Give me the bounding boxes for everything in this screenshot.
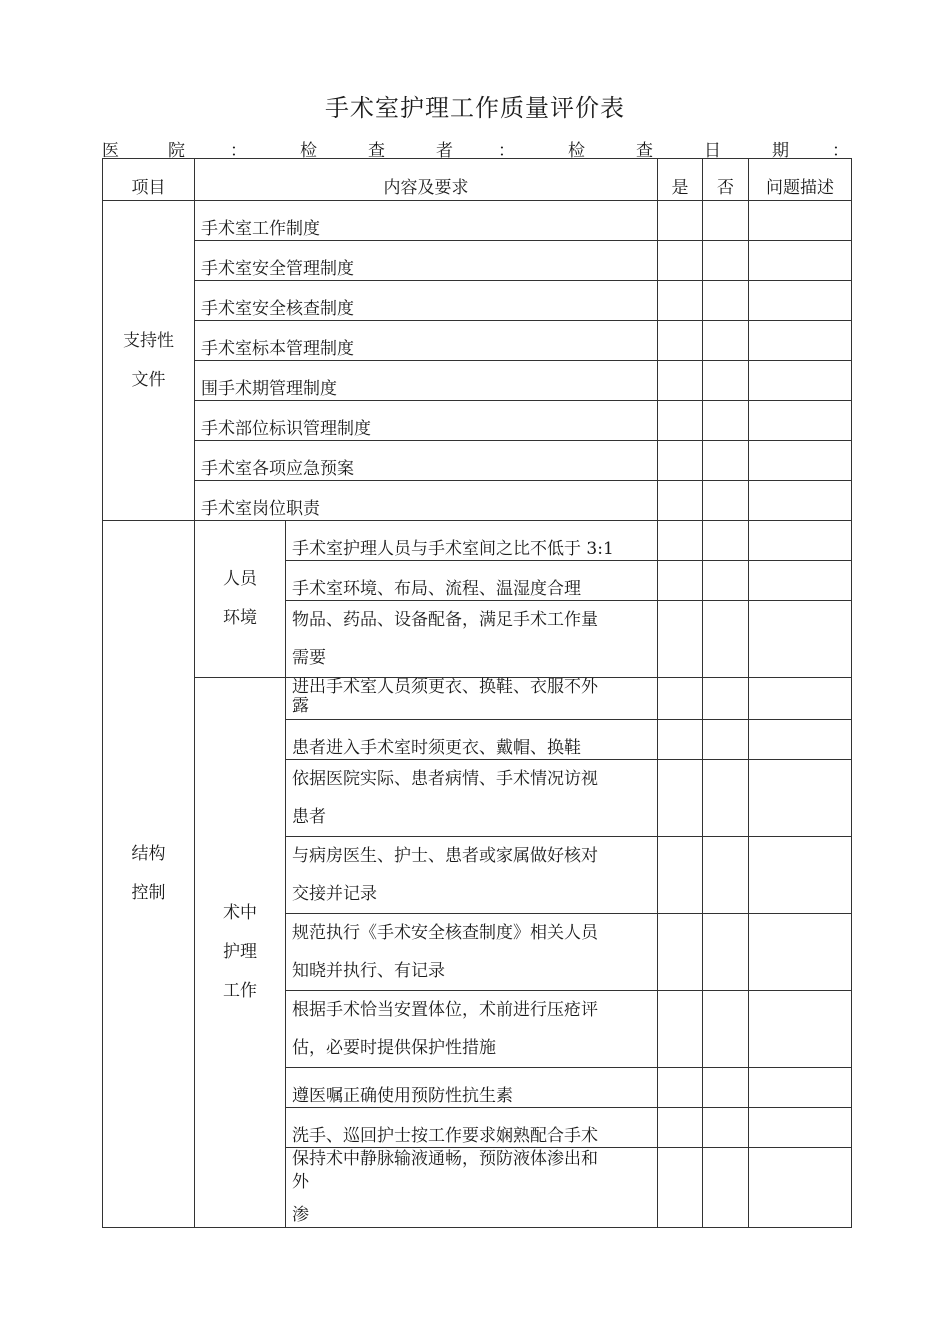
issue-cell[interactable] [749,401,852,441]
requirement-text: 手术室工作制度 [195,201,658,241]
yes-cell[interactable] [658,914,703,991]
requirement-text: 遵医嘱正确使用预防性抗生素 [286,1068,658,1108]
no-cell[interactable] [703,760,749,837]
yes-cell[interactable] [658,601,703,678]
section-label-structure-control: 结构 控制 [103,521,195,1228]
issue-cell[interactable] [749,991,852,1068]
yes-cell[interactable] [658,321,703,361]
requirement-text: 手术室标本管理制度 [195,321,658,361]
requirement-text: 进出手术室人员须更衣、换鞋、衣服不外 露 [286,678,658,720]
requirement-text: 手术部位标识管理制度 [195,401,658,441]
requirement-text: 与病房医生、护士、患者或家属做好核对 交接并记录 [286,837,658,914]
colon: ： [498,141,515,161]
issue-cell[interactable] [749,441,852,481]
yes-cell[interactable] [658,760,703,837]
subsection-label-intraop-nursing: 术中 护理 工作 [195,678,286,1228]
issue-cell[interactable] [749,201,852,241]
issue-cell[interactable] [749,837,852,914]
requirement-text: 手术室各项应急预案 [195,441,658,481]
yes-cell[interactable] [658,1148,703,1228]
yes-cell[interactable] [658,241,703,281]
yes-cell[interactable] [658,401,703,441]
issue-cell[interactable] [749,281,852,321]
date-label-char: 检 [568,141,585,161]
no-cell[interactable] [703,601,749,678]
yes-cell[interactable] [658,1108,703,1148]
yes-cell[interactable] [658,561,703,601]
issue-cell[interactable] [749,914,852,991]
requirement-text: 规范执行《手术安全核查制度》相关人员 知晓并执行、有记录 [286,914,658,991]
inspector-label-char: 检 [300,141,317,161]
column-header-yes: 是 [658,159,703,201]
issue-cell[interactable] [749,601,852,678]
no-cell[interactable] [703,281,749,321]
requirement-text: 手术室安全核查制度 [195,281,658,321]
issue-cell[interactable] [749,521,852,561]
requirement-text: 手术室护理人员与手术室间之比不低于 3:1 [286,521,658,561]
no-cell[interactable] [703,720,749,760]
issue-cell[interactable] [749,720,852,760]
column-header-item: 项目 [103,159,195,201]
no-cell[interactable] [703,914,749,991]
issue-cell[interactable] [749,321,852,361]
requirement-text: 手术室安全管理制度 [195,241,658,281]
date-label-char: 日 [704,141,721,161]
requirement-text: 物品、药品、设备配备，满足手术工作量 需要 [286,601,658,678]
requirement-text: 手术室岗位职责 [195,481,658,521]
no-cell[interactable] [703,561,749,601]
requirement-text: 围手术期管理制度 [195,361,658,401]
inspector-label-char: 查 [368,141,385,161]
date-label-char: 查 [636,141,653,161]
no-cell[interactable] [703,991,749,1068]
yes-cell[interactable] [658,837,703,914]
header-info-line [102,136,850,160]
requirement-text: 依据医院实际、患者病情、手术情况访视 患者 [286,760,658,837]
issue-cell[interactable] [749,1068,852,1108]
no-cell[interactable] [703,1148,749,1228]
no-cell[interactable] [703,678,749,720]
column-header-no: 否 [703,159,749,201]
section-label-support-docs: 支持性 文件 [103,201,195,521]
no-cell[interactable] [703,1068,749,1108]
requirement-text: 洗手、巡回护士按工作要求娴熟配合手术 [286,1108,658,1148]
issue-cell[interactable] [749,760,852,837]
no-cell[interactable] [703,361,749,401]
requirement-text: 手术室环境、布局、流程、温湿度合理 [286,561,658,601]
no-cell[interactable] [703,1108,749,1148]
subsection-label-staff-environment: 人员 环境 [195,521,286,678]
yes-cell[interactable] [658,361,703,401]
no-cell[interactable] [703,441,749,481]
issue-cell[interactable] [749,481,852,521]
requirement-text: 根据手术恰当安置体位，术前进行压疮评 估，必要时提供保护性措施 [286,991,658,1068]
yes-cell[interactable] [658,441,703,481]
no-cell[interactable] [703,401,749,441]
evaluation-table [102,158,852,1228]
issue-cell[interactable] [749,361,852,401]
no-cell[interactable] [703,521,749,561]
inspector-label-char: 者 [436,141,453,161]
column-header-issue: 问题描述 [749,159,852,201]
yes-cell[interactable] [658,1068,703,1108]
column-header-content: 内容及要求 [195,159,658,201]
no-cell[interactable] [703,321,749,361]
yes-cell[interactable] [658,720,703,760]
issue-cell[interactable] [749,1148,852,1228]
page-title: 手术室护理工作质量评价表 [325,94,625,122]
no-cell[interactable] [703,837,749,914]
requirement-text: 患者进入手术室时须更衣、戴帽、换鞋 [286,720,658,760]
issue-cell[interactable] [749,241,852,281]
yes-cell[interactable] [658,281,703,321]
colon: ： [832,141,849,161]
requirement-text: 保持术中静脉输液通畅，预防液体渗出和 外 渗 [286,1148,658,1228]
yes-cell[interactable] [658,521,703,561]
issue-cell[interactable] [749,678,852,720]
hospital-label-char: 医 [102,141,119,161]
colon: ： [230,141,247,161]
date-label-char: 期 [772,141,789,161]
no-cell[interactable] [703,481,749,521]
no-cell[interactable] [703,201,749,241]
yes-cell[interactable] [658,678,703,720]
hospital-label-char: 院 [168,141,185,161]
yes-cell[interactable] [658,201,703,241]
issue-cell[interactable] [749,1108,852,1148]
no-cell[interactable] [703,241,749,281]
yes-cell[interactable] [658,481,703,521]
yes-cell[interactable] [658,991,703,1068]
issue-cell[interactable] [749,561,852,601]
